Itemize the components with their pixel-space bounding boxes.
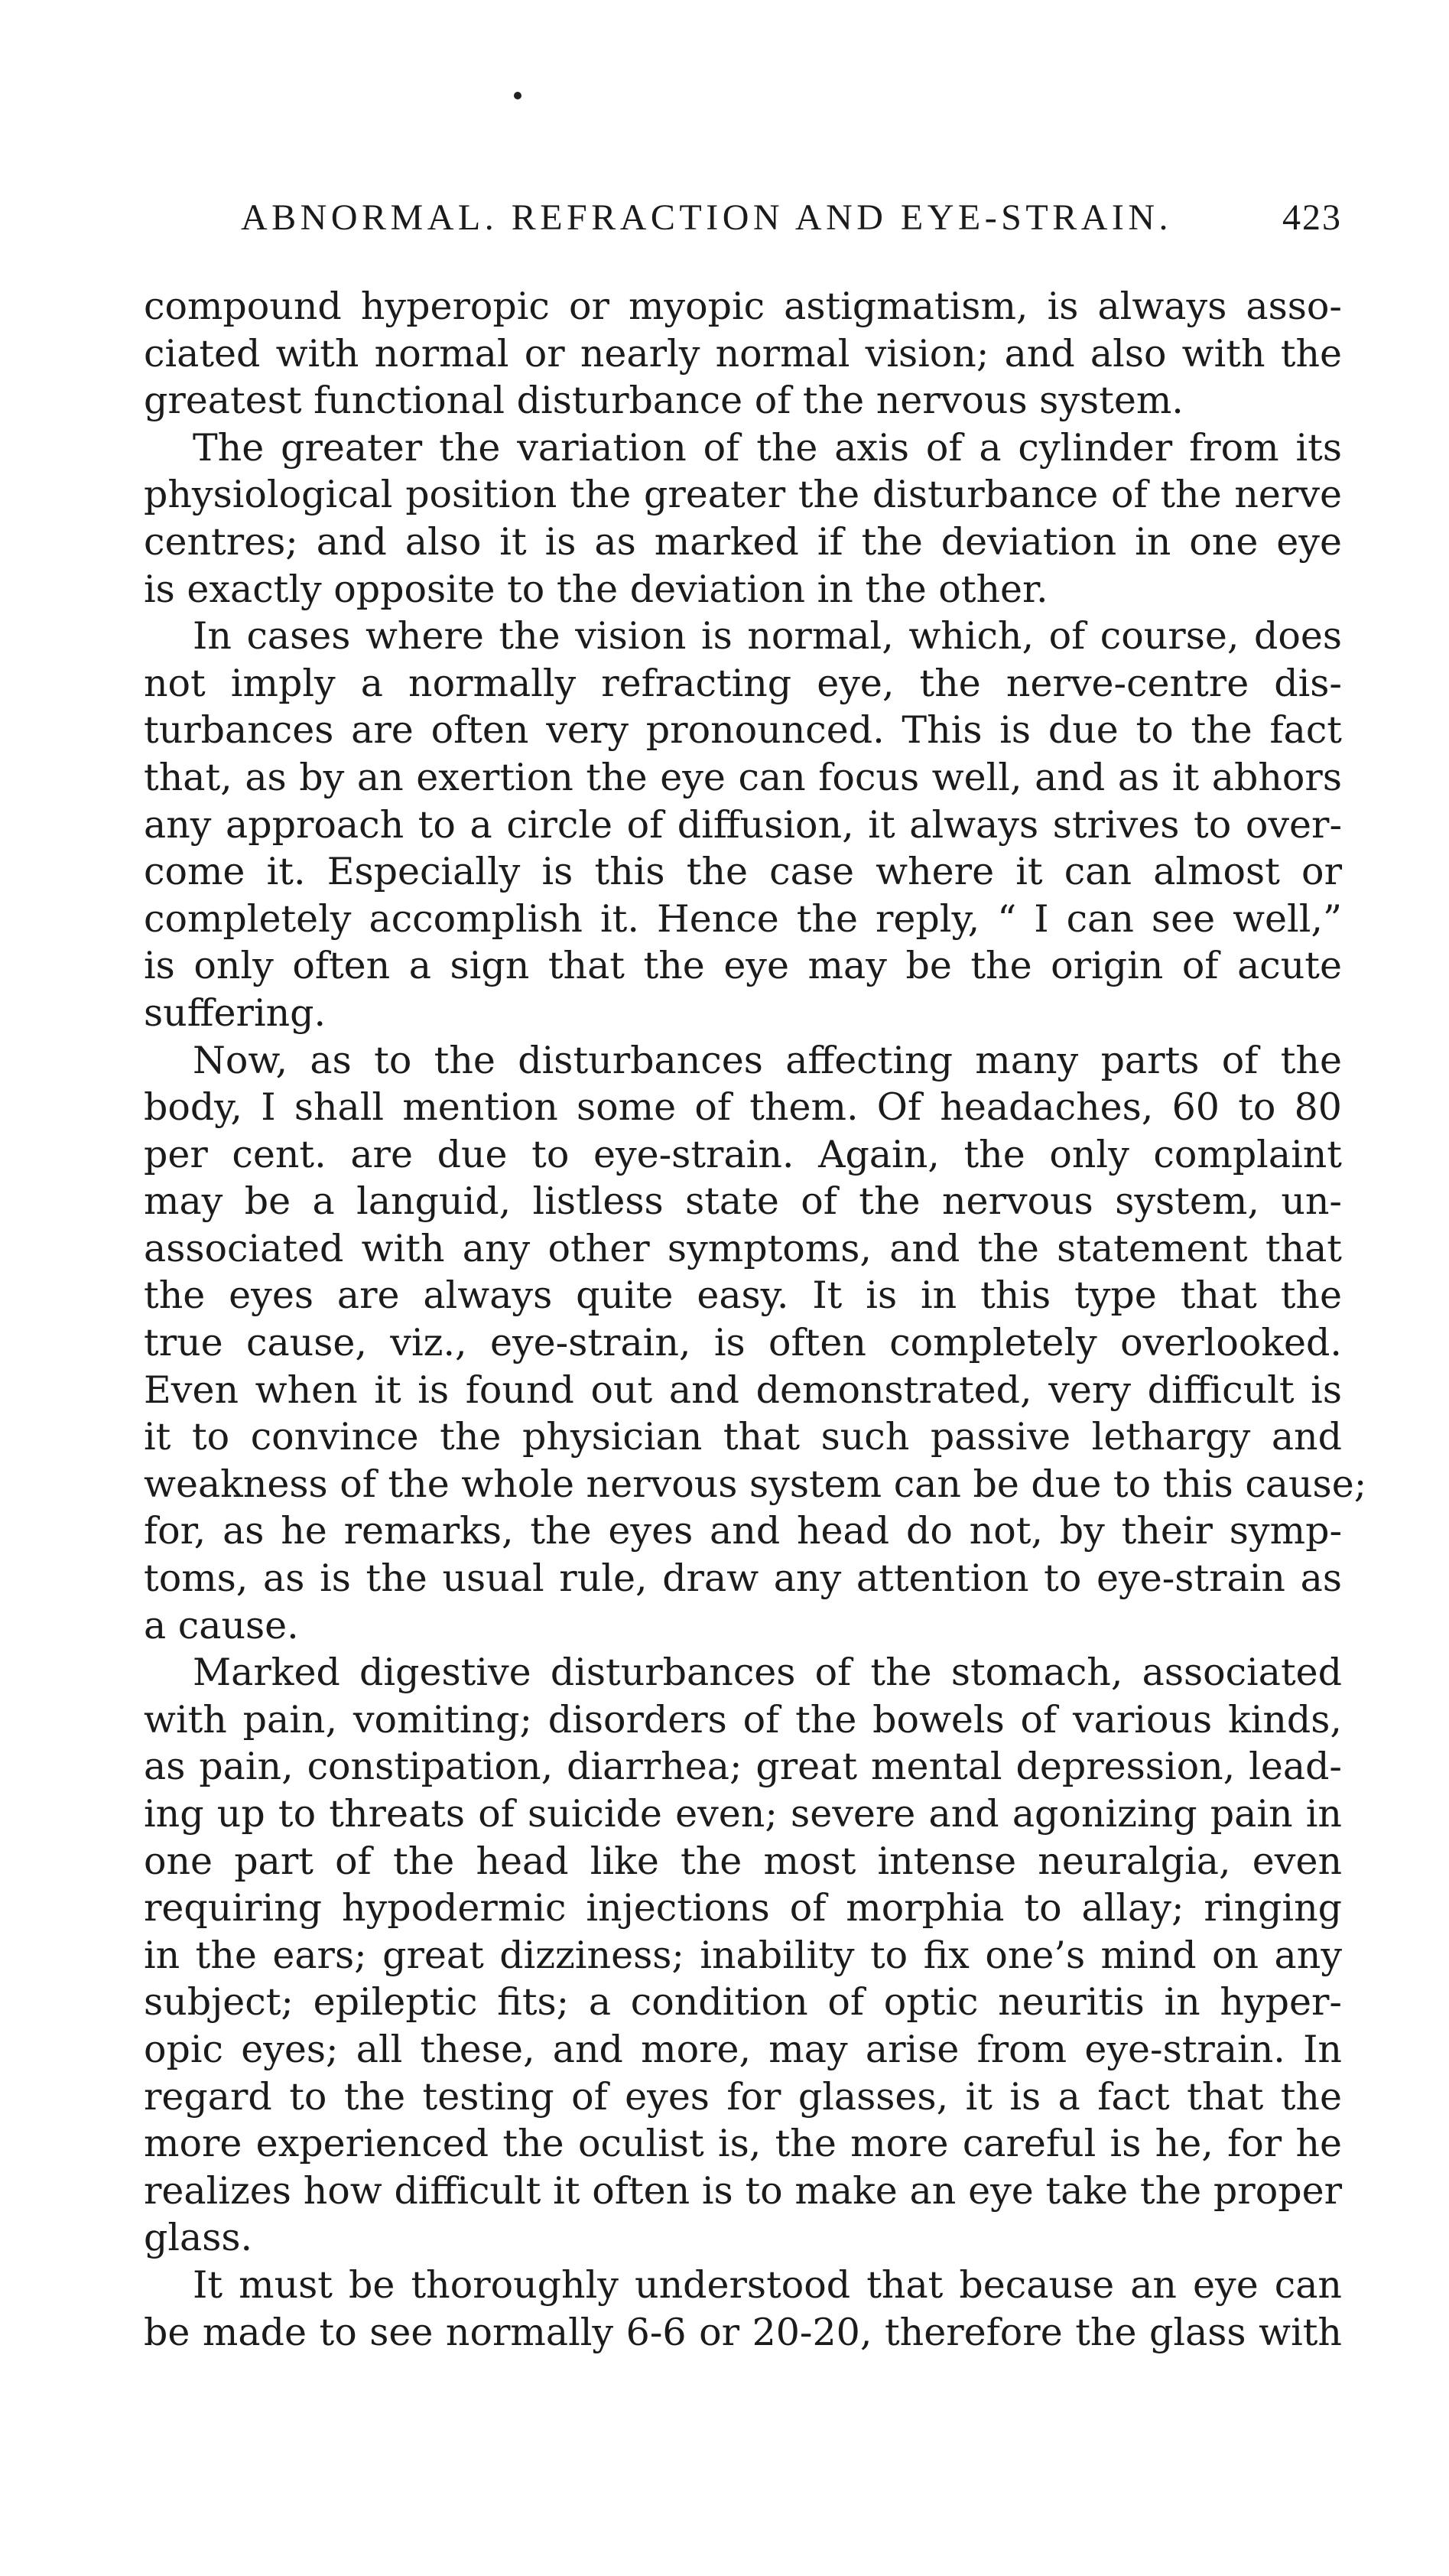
text-line: opic eyes; all these, and more, may arise from eye-strain. In bbox=[144, 2027, 1342, 2071]
paragraph-start-line: Marked digestive disturbances of the stomach, associated bbox=[193, 1651, 1342, 1695]
text-line: as pain, constipation, diarrhea; great mental depression, lead- bbox=[144, 1745, 1342, 1789]
text-line: come it. Especially is this the case where it can almost or bbox=[144, 850, 1342, 894]
text-line: a cause. bbox=[144, 1603, 299, 1647]
text-line: greatest functional disturbance of the nervous system. bbox=[144, 379, 1184, 423]
page-header bbox=[241, 191, 1342, 245]
text-line: body, I shall mention some of them. Of headaches, 60 to 80 bbox=[144, 1085, 1342, 1130]
text-line: weakness of the whole nervous system can be due to this cause; bbox=[144, 1462, 1367, 1506]
text-line: not imply a normally refracting eye, the nerve-centre dis- bbox=[144, 661, 1342, 705]
text-line: completely accomplish it. Hence the reply, “ I can see well,” bbox=[144, 896, 1342, 941]
text-line: for, as he remarks, the eyes and head do not, by their symp- bbox=[144, 1509, 1342, 1553]
text-line: turbances are often very pronounced. This is due to the fact bbox=[144, 708, 1342, 753]
text-line: toms, as is the usual rule, draw any attention to eye-strain as bbox=[144, 1556, 1342, 1601]
paragraph-start-line: It must be thoroughly understood that because an eye can bbox=[193, 2262, 1342, 2307]
paragraph-start-line: The greater the variation of the axis of a cylinder from its bbox=[193, 425, 1342, 470]
text-line: the eyes are always quite easy. It is in this type that the bbox=[144, 1273, 1342, 1318]
text-line: one part of the head like the most intense neuralgia, even bbox=[144, 1839, 1342, 1883]
text-line: with pain, vomiting; disorders of the bowels of various kinds, bbox=[144, 1697, 1342, 1742]
body-text bbox=[144, 283, 1367, 2356]
text-line: requiring hypodermic injections of morphia to allay; ringing bbox=[144, 1886, 1342, 1930]
text-line: centres; and also it is as marked if the deviation in one eye bbox=[144, 519, 1342, 564]
text-line: glass. bbox=[144, 2216, 253, 2260]
text-line: subject; epileptic fits; a condition of optic neuritis in hyper- bbox=[144, 1980, 1342, 2025]
text-line: physiological position the greater the disturbance of the nerve bbox=[144, 473, 1342, 517]
text-line: realizes how difficult it often is to make an eye take the proper bbox=[144, 2168, 1342, 2213]
running-title: ABNORMAL. REFRACTION AND EYE-STRAIN. bbox=[241, 197, 1173, 238]
text-line: more experienced the oculist is, the more careful is he, for he bbox=[144, 2122, 1342, 2166]
text-line: any approach to a circle of diffusion, it always strives to over- bbox=[144, 802, 1342, 847]
text-line: that, as by an exertion the eye can focus well, and as it abhors bbox=[144, 755, 1342, 799]
text-line: per cent. are due to eye-strain. Again, the only complaint bbox=[144, 1132, 1342, 1176]
text-line: is exactly opposite to the deviation in the other. bbox=[144, 567, 1048, 611]
text-line: be made to see normally 6-6 or 20-20, therefore the glass with bbox=[144, 2310, 1342, 2354]
text-line: is only often a sign that the eye may be the origin of acute bbox=[144, 944, 1342, 988]
text-line: true cause, viz., eye-strain, is often completely overlooked. bbox=[144, 1321, 1342, 1365]
text-line: compound hyperopic or myopic astigmatism, is always asso- bbox=[144, 285, 1342, 328]
paragraph-start-line: Now, as to the disturbances affecting many parts of the bbox=[193, 1038, 1342, 1082]
page-number: 423 bbox=[1282, 197, 1342, 238]
text-line: ciated with normal or nearly normal vision; and also with the bbox=[144, 331, 1342, 376]
text-line: regard to the testing of eyes for glasses, it is a fact that the bbox=[144, 2074, 1342, 2119]
text-line: may be a languid, listless state of the nervous system, un- bbox=[144, 1179, 1342, 1224]
text-line: ing up to threats of suicide even; severe and agonizing pain in bbox=[144, 1792, 1342, 1836]
text-line: in the ears; great dizziness; inability to fix one’s mind on any bbox=[144, 1933, 1342, 1977]
paragraph-start-line: In cases where the vision is normal, which, of course, does bbox=[193, 614, 1342, 659]
stray-ink-dot bbox=[514, 92, 521, 99]
text-line: suffering. bbox=[144, 990, 327, 1035]
text-line: Even when it is found out and demonstrated, very difficult is bbox=[144, 1368, 1342, 1412]
text-line: associated with any other symptoms, and the statement that bbox=[144, 1226, 1342, 1270]
text-line: it to convince the physician that such passive lethargy and bbox=[144, 1415, 1342, 1459]
